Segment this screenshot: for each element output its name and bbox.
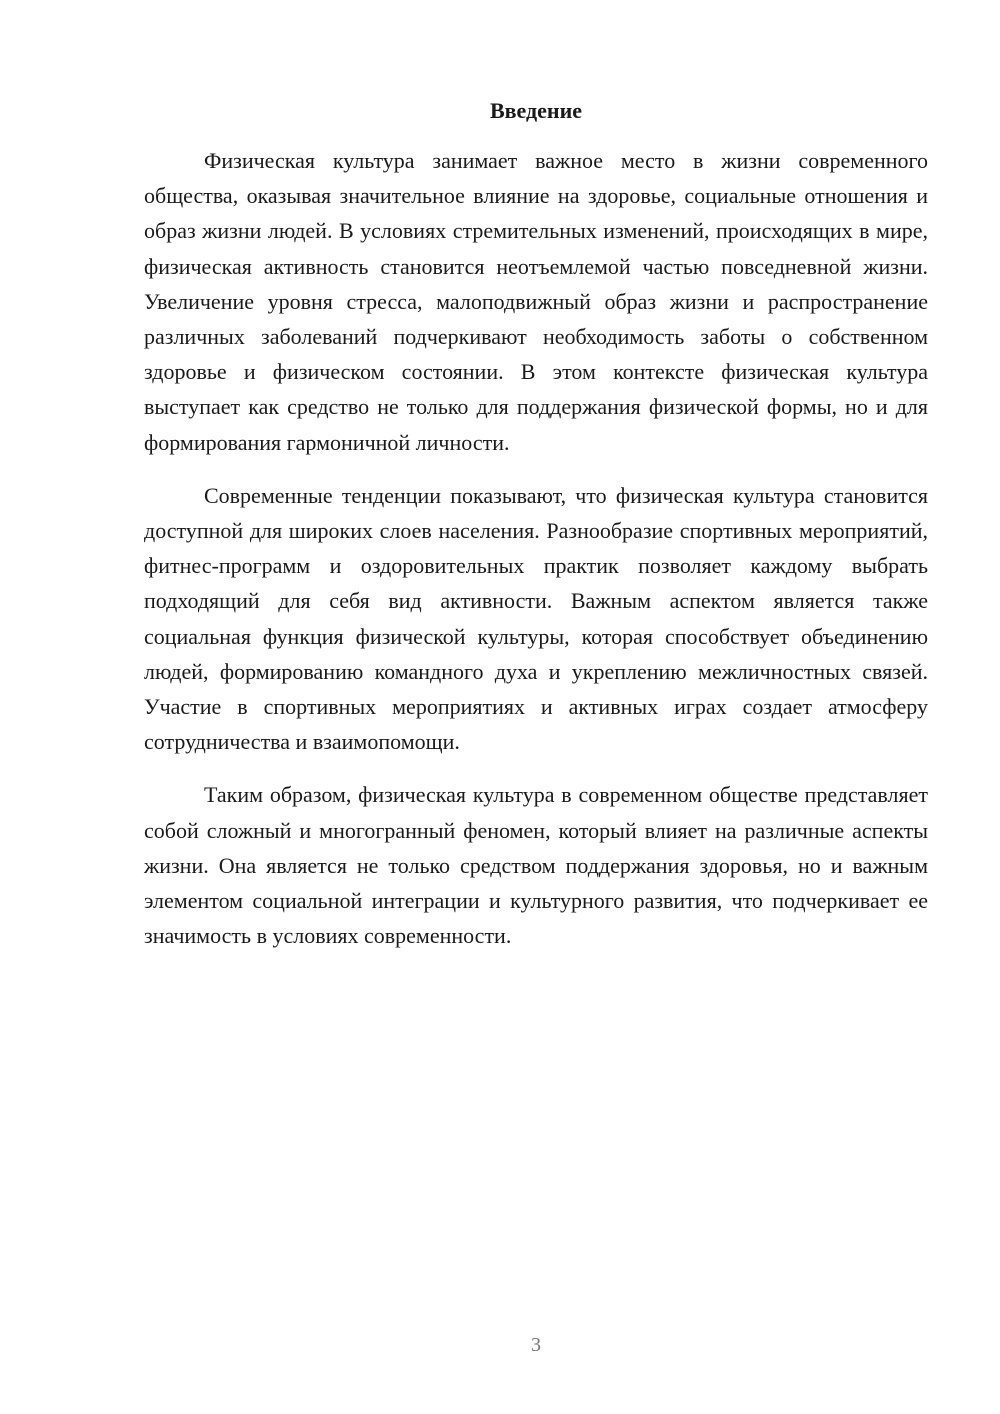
paragraph-2: Современные тенденции показывают, что физическая культура становится доступной для широких слоев населения. Разнообразие спортивных мероприятий, фитнес-программ и оздоровительных практик позволяет каждому выбрать подходящий для себя вид активности. Важным аспектом является также социальная функция физической культуры, которая способствует объединению людей, формированию командного духа и укреплению межличностных связей. Участие в спортивных мероприятиях и активных играх создает атмосферу сотрудничества и взаимопомощи.	[144, 482, 928, 755]
section-heading: Введение	[489, 98, 583, 123]
document-body	[144, 143, 928, 971]
page-number: 3	[531, 1334, 541, 1356]
paragraph-3: Таким образом, физическая культура в современном обществе представляет собой сложный и многогранный феномен, который влияет на различные аспекты жизни. Она является не только средством поддержания здоровья, но и важным элементом социальной интеграции и культурного развития, что подчеркивает ее значимость в условиях современности.	[144, 782, 928, 949]
paragraph-1: Физическая культура занимает важное место в жизни современного общества, оказывая значительное влияние на здоровье, социальные отношения и образ жизни людей. В условиях стремительных изменений, происходящих в мире, физическая активность становится неотъемлемой частью повседневной жизни. Увеличение уровня стресса, малоподвижный образ жизни и распространение различных заболеваний подчеркивают необходимость заботы о собственном здоровье и физическом состоянии. В этом контексте физическая культура выступает как средство не только для поддержания физической формы, но и для формирования гармоничной личности.	[144, 148, 928, 455]
